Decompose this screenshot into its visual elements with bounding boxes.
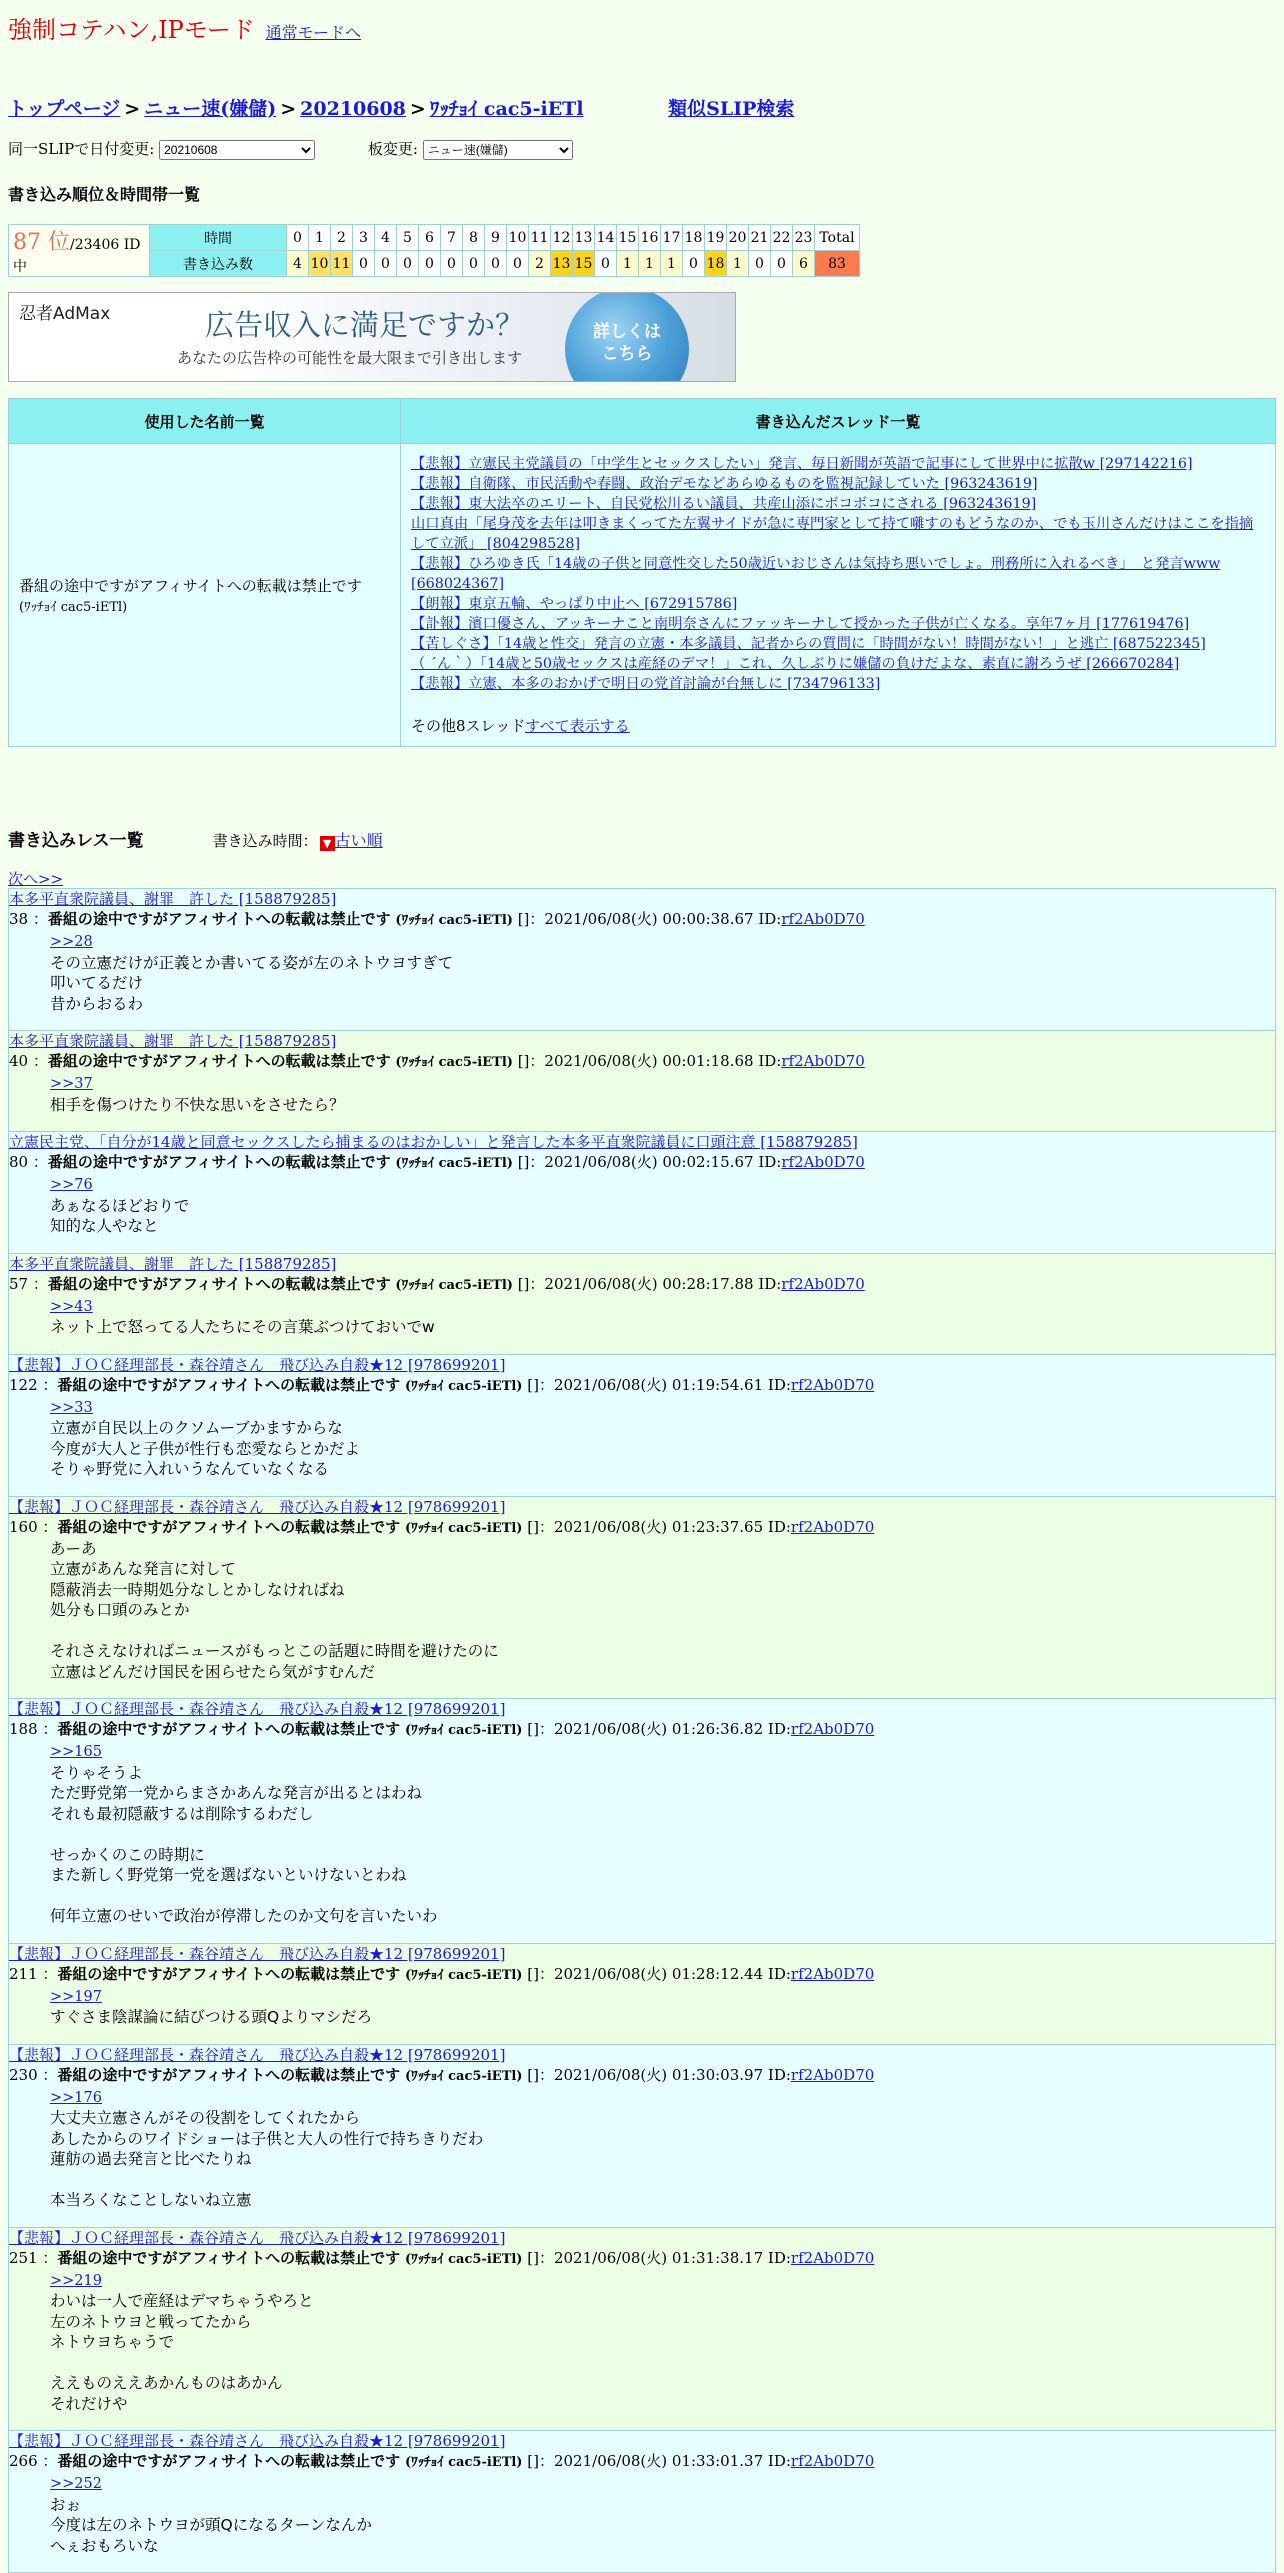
post-id-link[interactable]: rf2Ab0D70 — [781, 1274, 865, 1293]
posts-section-title: 書き込みレス一覧 — [8, 831, 144, 851]
post-thread-link[interactable]: 本多平直衆院議員、謝罪 許した [158879285] — [9, 890, 337, 908]
count-cell: 11 — [331, 251, 353, 277]
mode-header — [8, 10, 361, 45]
post-text-line: また新しく野党第一党を選ばないといけないとわね — [50, 1866, 407, 1884]
post-item — [8, 1030, 1276, 1131]
post-author-name: 番組の途中ですがアフィサイトへの転載は禁止です — [47, 1274, 391, 1293]
post-thread-link[interactable]: 本多平直衆院議員、謝罪 許した [158879285] — [9, 1254, 337, 1273]
total-ids: /23406 ID中 — [13, 237, 141, 275]
count-header: 書き込み数 — [150, 251, 287, 277]
post-text-line: 相手を傷つけたり不快な思いをさせたら？ — [50, 1095, 345, 1114]
post-text-line: そりゃ野党に入れいうなんていなくなる — [50, 1460, 330, 1478]
post-id-link[interactable]: rf2Ab0D70 — [790, 1964, 875, 1983]
post-item — [8, 1943, 1276, 2044]
post-number: 230 — [9, 2065, 38, 2084]
selectors-row — [8, 138, 621, 160]
count-cell: 18 — [705, 251, 727, 277]
post-text-line — [50, 2170, 1275, 2191]
hour-cell: 10 — [507, 225, 529, 251]
thread-link[interactable]: 【悲報】東大法卒のエリート、自民党松川るい議員、共産山添にボコボコにされる [963243619] — [411, 496, 1037, 512]
post-date: 2021/06/08(火) 01:33:01.37 — [553, 2452, 764, 2470]
count-cell: 4 — [287, 251, 309, 277]
post-date: 2021/06/08(火) 00:28:17.88 — [544, 1274, 754, 1293]
post-author-name: 番組の途中ですがアフィサイトへの転載は禁止です — [57, 1517, 401, 1536]
post-text-line: それさえなければニュースがもっとこの話題に時間を避けたのに — [50, 1642, 499, 1660]
reply-anchor-link[interactable]: >>37 — [50, 1076, 93, 1092]
post-meta: 38 ：番組の途中ですがアフィサイトへの転載は禁止です (ﾜｯﾁｮｲ cac5-iETl) []：2021/06/08(火) 00:00:38.67 ID:rf2Ab0D70 — [9, 910, 865, 928]
post-thread-link[interactable]: 【悲報】ＪＯＣ経理部長・森谷靖さん 飛び込み自殺★12 [978699201] — [9, 1355, 506, 1374]
ad-details-label: 詳しくはこちら — [593, 322, 661, 364]
post-text-line: 隠蔽消去一時期処分なしとかしなければね — [50, 1580, 345, 1599]
post-body — [9, 1986, 1275, 2028]
total-count: 83 — [815, 251, 860, 277]
post-text-line: 叩いてるだけ — [50, 974, 144, 992]
reply-anchor-link[interactable]: >>165 — [50, 1744, 102, 1760]
post-item — [8, 2430, 1276, 2573]
thread-link[interactable]: （ ´ん｀）「14歳と50歳セックスは産経のデマ！」これ、久しぶりに嫌儲の負けだよな、素直に謝ろうぜ [266670284] — [411, 656, 1180, 672]
normal-mode-link[interactable]: 通常モードへ — [265, 23, 362, 42]
ad-details-button[interactable] — [565, 292, 689, 382]
post-author-name: 番組の途中ですがアフィサイトへの転載は禁止です — [57, 1375, 401, 1394]
post-date: 2021/06/08(火) 00:01:18.68 — [544, 1052, 754, 1070]
count-cell: 0 — [353, 251, 375, 277]
post-id-label: ID: — [758, 1153, 782, 1171]
names-threads-table — [8, 398, 1276, 747]
hour-cell: 4 — [375, 225, 397, 251]
hour-cell: 11 — [529, 225, 551, 251]
post-body — [9, 2270, 1275, 2415]
post-author-trip: (ﾜｯﾁｮｲ cac5-iETl) — [395, 1277, 513, 1293]
count-cell: 0 — [441, 251, 463, 277]
post-date: 2021/06/08(火) 01:31:38.17 — [553, 2248, 764, 2267]
post-mail: [] — [517, 1052, 530, 1070]
post-text-line: それも最初隠蔽するは削除するわだし — [50, 1804, 314, 1823]
post-text-line — [50, 1621, 1275, 1642]
post-item — [8, 1131, 1276, 1253]
post-date: 2021/06/08(火) 00:02:15.67 — [544, 1153, 754, 1171]
post-meta: 122 ：番組の途中ですがアフィサイトへの転載は禁止です (ﾜｯﾁｮｲ cac5-iETl) []：2021/06/08(火) 01:19:54.61 ID:rf2Ab0D70 — [9, 1375, 875, 1394]
post-item — [8, 2044, 1276, 2227]
post-number: 122 — [9, 1375, 38, 1394]
post-id-link[interactable]: rf2Ab0D70 — [781, 910, 865, 928]
thread-list — [411, 454, 1265, 694]
post-author-name: 番組の途中ですがアフィサイトへの転載は禁止です — [47, 1052, 391, 1070]
posts-list — [8, 888, 1276, 2573]
post-item — [8, 1698, 1276, 1943]
hour-cell: 15 — [617, 225, 639, 251]
rank-value: 87 位 — [13, 230, 70, 255]
post-text-line: ただ野党第一党からまさかあんな発言が出るとはわね — [50, 1784, 423, 1802]
reply-line — [50, 1741, 1275, 1763]
hour-cell: 22 — [771, 225, 793, 251]
reply-anchor-link[interactable]: >>33 — [50, 1399, 93, 1416]
post-id-label: ID: — [767, 2065, 791, 2084]
thread-link[interactable]: 【朗報】東京五輪、やっぱり中止へ [672915786] — [411, 596, 738, 612]
hour-cell: 6 — [419, 225, 441, 251]
rank-cell — [9, 225, 150, 277]
post-text-line: 今度は左のネトウヨが頭Qになるターンなんか — [50, 2516, 372, 2534]
post-id-label: ID: — [758, 1052, 782, 1070]
post-number: 38 — [9, 910, 29, 928]
post-author-trip: (ﾜｯﾁｮｲ cac5-iETl) — [395, 913, 513, 928]
post-id-link[interactable]: rf2Ab0D70 — [790, 2065, 875, 2084]
post-text-line: ネトウヨちゃうで — [50, 2333, 175, 2351]
count-cell: 2 — [529, 251, 551, 277]
more-threads — [411, 716, 1265, 736]
hour-cell: 20 — [727, 225, 749, 251]
count-cell: 0 — [507, 251, 529, 277]
post-id-label: ID: — [758, 910, 782, 928]
post-mail: [] — [517, 1153, 530, 1171]
post-item — [8, 1354, 1276, 1496]
thread-link[interactable]: 【苦しぐさ】「14歳と性交」発言の立憲・本多議員、記者からの質問に「時間がない！時間がない！」と逃亡 [687522345] — [411, 636, 1206, 652]
reply-line — [50, 2270, 1275, 2292]
board-select[interactable] — [423, 140, 573, 160]
similar-slip-search-link[interactable]: 類似SLIP検索 — [668, 98, 795, 120]
reply-line — [50, 1296, 1275, 1318]
time-header: 時間 — [150, 225, 287, 251]
post-author-trip: (ﾜｯﾁｮｲ cac5-iETl) — [404, 2068, 523, 2084]
post-thread-link[interactable]: 【悲報】ＪＯＣ経理部長・森谷靖さん 飛び込み自殺★12 [978699201] — [9, 2228, 506, 2247]
post-author-name: 番組の途中ですがアフィサイトへの転載は禁止です — [57, 2065, 401, 2084]
rank-section-title: 書き込み順位＆時間帯一覧 — [8, 185, 201, 204]
post-text-line: ええものええあかんものはあかん — [50, 2374, 283, 2392]
threads-column-header: 書き込んだスレッド一覧 — [401, 399, 1276, 444]
post-number: 251 — [9, 2248, 38, 2267]
count-cell: 0 — [375, 251, 397, 277]
post-item — [8, 2227, 1276, 2431]
post-text-line: ネット上で怒ってる人たちにその言葉ぶつけておいでw — [50, 1318, 435, 1336]
post-item — [8, 1253, 1276, 1354]
count-cell: 6 — [793, 251, 815, 277]
reply-line — [50, 1073, 1275, 1095]
used-trip: (ﾜｯﾁｮｲ cac5-iETl) — [19, 600, 128, 615]
post-date: 2021/06/08(火) 01:26:36.82 — [553, 1720, 764, 1738]
post-mail: [] — [527, 2065, 539, 2084]
date-select[interactable] — [159, 140, 315, 160]
reply-line — [50, 1174, 1275, 1196]
post-id-link[interactable]: rf2Ab0D70 — [790, 1375, 875, 1394]
post-number: 40 — [9, 1052, 29, 1070]
count-cell: 0 — [683, 251, 705, 277]
post-date: 2021/06/08(火) 00:00:38.67 — [544, 910, 754, 928]
post-number: 160 — [9, 1517, 38, 1536]
count-cell: 0 — [595, 251, 617, 277]
used-name: 番組の途中ですがアフィサイトへの転載は禁止です — [19, 577, 362, 595]
reply-anchor-link[interactable]: >>43 — [50, 1298, 93, 1315]
post-mail: [] — [527, 1517, 539, 1536]
thread-link[interactable]: 【悲報】自衛隊、市民活動や春闘、政治デモなどあらゆるものを監視記録していた [963243619] — [411, 476, 1038, 492]
sort-arrow-icon[interactable]: ▼ — [320, 836, 335, 851]
post-text-line: へぇおもろいな — [50, 2536, 159, 2555]
post-body — [9, 2087, 1275, 2211]
post-author-trip: (ﾜｯﾁｮｲ cac5-iETl) — [404, 1520, 523, 1536]
date-change-label: 同一SLIPで日付変更: — [8, 140, 155, 158]
post-meta: 266 ：番組の途中ですがアフィサイトへの転載は禁止です (ﾜｯﾁｮｲ cac5-iETl) []：2021/06/08(火) 01:33:01.37 ID:rf2Ab0D70 — [9, 2452, 875, 2470]
post-text-line: そりゃそうよ — [50, 1763, 144, 1782]
breadcrumb-separator: > — [409, 98, 426, 120]
post-body — [9, 1741, 1275, 1927]
post-text-line: 昔からおるわ — [50, 994, 144, 1013]
post-item — [8, 888, 1276, 1030]
admax-logo: 忍者AdMax — [19, 304, 111, 324]
post-item — [8, 1496, 1276, 1699]
post-thread-link[interactable]: 立憲民主党、「自分が14歳と同意セックスしたら捕まるのはおかしい」と発言した本多平直衆院議員に口頭注意 [158879285] — [9, 1133, 858, 1151]
post-thread-link[interactable]: 【悲報】ＪＯＣ経理部長・森谷靖さん 飛び込み自殺★12 [978699201] — [9, 1497, 506, 1516]
post-text-line: 蓮舫の過去発言と比べたりね — [50, 2150, 252, 2168]
post-meta: 40 ：番組の途中ですがアフィサイトへの転載は禁止です (ﾜｯﾁｮｲ cac5-iETl) []：2021/06/08(火) 00:01:18.68 ID:rf2Ab0D70 — [9, 1052, 865, 1070]
thread-link[interactable]: 【悲報】ひろゆき氏「14歳の子供と同意性交した50歳近いおじさんは気持ち悪いでしょ。刑務所に入れるべき」 と発言www [668024367] — [411, 556, 1221, 592]
post-date: 2021/06/08(火) 01:30:03.97 — [553, 2065, 764, 2084]
post-thread-link[interactable]: 本多平直衆院議員、謝罪 許した [158879285] — [9, 1032, 337, 1050]
mode-title: 強制コテハン,IPモード — [8, 16, 255, 44]
post-author-trip: (ﾜｯﾁｮｲ cac5-iETl) — [404, 1378, 523, 1394]
hour-cell: 1 — [309, 225, 331, 251]
reply-line — [50, 1397, 1275, 1419]
post-id-label: ID: — [767, 1517, 791, 1536]
post-meta: 80 ：番組の途中ですがアフィサイトへの転載は禁止です (ﾜｯﾁｮｲ cac5-iETl) []：2021/06/08(火) 00:02:15.67 ID:rf2Ab0D70 — [9, 1153, 865, 1171]
ad-subtext: あなたの広告枠の可能性を最大限まで引き出します — [177, 349, 523, 367]
hour-cell: 0 — [287, 225, 309, 251]
post-author-trip: (ﾜｯﾁｮｲ cac5-iETl) — [395, 1156, 513, 1171]
breadcrumb-board[interactable]: ニュー速(嫌儲) — [144, 98, 277, 120]
breadcrumb-separator: > — [124, 98, 141, 120]
post-text-line: 大丈夫立憲さんがその役割をしてくれたから — [50, 2109, 361, 2127]
post-number: 211 — [9, 1964, 38, 1983]
post-body — [9, 1539, 1275, 1683]
post-number: 57 — [9, 1274, 29, 1293]
post-text-line: 立憲が自民以上のクソムーブかますからな — [50, 1419, 343, 1437]
post-text-line: わいは一人で産経はデマちゃうやろと — [50, 2292, 314, 2310]
show-all-threads-link[interactable]: すべて表示する — [524, 717, 630, 735]
post-author-name: 番組の途中ですがアフィサイトへの転載は禁止です — [47, 910, 391, 928]
post-mail: [] — [527, 1720, 539, 1738]
post-text-line: 立憲はどんだけ国民を困らせたら気がすむんだ — [50, 1662, 376, 1681]
reply-line — [50, 1986, 1275, 2008]
breadcrumb-date[interactable]: 20210608 — [300, 98, 406, 120]
post-body — [9, 2473, 1275, 2556]
post-text-line — [50, 1886, 1275, 1907]
post-text-line: すぐさま陰謀論に結びつける頭Qよりマシだろ — [50, 2008, 373, 2026]
post-id-label: ID: — [767, 1375, 791, 1394]
post-author-name: 番組の途中ですがアフィサイトへの転載は禁止です — [57, 2248, 401, 2267]
post-number: 80 — [9, 1153, 29, 1171]
post-thread-link[interactable]: 【悲報】ＪＯＣ経理部長・森谷靖さん 飛び込み自殺★12 [978699201] — [9, 1700, 506, 1718]
post-text-line: あーあ — [50, 1539, 97, 1558]
hour-cell: 23 — [793, 225, 815, 251]
hour-cell: 16 — [639, 225, 661, 251]
post-id-link[interactable]: rf2Ab0D70 — [790, 1517, 875, 1536]
thread-link[interactable]: 【訃報】濱口優さん、アッキーナこと南明奈さんにファッキーナして授かった子供が亡くなる。享年7ヶ月 [177619476] — [411, 616, 1190, 632]
post-text-line: 処分も口頭のみとか — [50, 1601, 190, 1619]
post-meta: 230 ：番組の途中ですがアフィサイトへの転載は禁止です (ﾜｯﾁｮｲ cac5-iETl) []：2021/06/08(火) 01:30:03.97 ID:rf2Ab0D70 — [9, 2065, 875, 2084]
count-cell: 0 — [463, 251, 485, 277]
name-cell — [9, 444, 401, 747]
post-body — [9, 1073, 1275, 1115]
hour-cell: 21 — [749, 225, 771, 251]
count-cell: 0 — [749, 251, 771, 277]
hourly-stats-table — [8, 224, 860, 277]
next-page-link[interactable]: 次へ>> — [8, 870, 64, 888]
post-text-line: 知的な人やなと — [50, 1217, 159, 1235]
board-change-label: 板変更: — [367, 140, 418, 158]
post-id-label: ID: — [767, 1720, 791, 1738]
count-cell: 15 — [573, 251, 595, 277]
thread-link[interactable]: 【悲報】立憲民主党議員の「中学生とセックスしたい」発言、毎日新聞が英語で記事にして世界中に拡散w [297142216] — [411, 456, 1193, 472]
post-body — [9, 931, 1275, 1014]
count-cell: 10 — [309, 251, 331, 277]
reply-anchor-link[interactable]: >>76 — [50, 1177, 93, 1193]
post-author-trip: (ﾜｯﾁｮｲ cac5-iETl) — [404, 2251, 523, 2267]
post-id-link[interactable]: rf2Ab0D70 — [790, 1720, 875, 1738]
post-text-line: 今度が大人と子供が性行も恋愛ならとかだよ — [50, 1439, 361, 1458]
post-mail: [] — [527, 2452, 539, 2470]
write-time-label: 書き込み時間： — [212, 832, 318, 850]
reply-line — [50, 2473, 1275, 2495]
breadcrumb-top[interactable]: トップページ — [8, 98, 121, 120]
ad-banner[interactable] — [8, 292, 736, 382]
post-body — [9, 1174, 1275, 1237]
post-author-name: 番組の途中ですがアフィサイトへの転載は禁止です — [57, 2452, 401, 2470]
post-text-line: 左のネトウヨと戦ってたから — [50, 2312, 252, 2331]
reply-line — [50, 2087, 1275, 2109]
post-meta: 57 ：番組の途中ですがアフィサイトへの転載は禁止です (ﾜｯﾁｮｲ cac5-iETl) []：2021/06/08(火) 00:28:17.88 ID:rf2Ab0D70 — [9, 1274, 865, 1293]
post-thread-link[interactable]: 【悲報】ＪＯＣ経理部長・森谷靖さん 飛び込み自殺★12 [978699201] — [9, 1944, 506, 1963]
names-column-header: 使用した名前一覧 — [9, 399, 401, 444]
threads-cell — [401, 444, 1276, 747]
count-cell: 0 — [771, 251, 793, 277]
post-text-line — [50, 2353, 1275, 2374]
total-header: Total — [815, 225, 860, 251]
post-text-line: 何年立憲のせいで政治が停滞したのか文句を言いたいわ — [50, 1907, 438, 1925]
reply-anchor-link[interactable]: >>197 — [50, 1988, 102, 2005]
count-cell: 1 — [617, 251, 639, 277]
count-cell: 0 — [419, 251, 441, 277]
hour-cell: 12 — [551, 225, 573, 251]
hour-cell: 9 — [485, 225, 507, 251]
count-cell: 13 — [551, 251, 573, 277]
sort-oldest-link[interactable]: 古い順 — [334, 831, 383, 850]
count-cell: 1 — [661, 251, 683, 277]
hour-cell: 17 — [661, 225, 683, 251]
post-mail: [] — [527, 2248, 539, 2267]
post-date: 2021/06/08(火) 01:19:54.61 — [553, 1375, 764, 1394]
post-id-label: ID: — [767, 1964, 791, 1983]
post-author-trip: (ﾜｯﾁｮｲ cac5-iETl) — [395, 1055, 513, 1070]
ad-headline: 広告収入に満足ですか？ — [205, 308, 525, 342]
breadcrumb-slip[interactable]: ﾜｯﾁｮｲ cac5-iETl — [429, 98, 584, 120]
thread-link[interactable]: 山口真由「尾身茂を去年は叩きまくってた左翼サイドが急に専門家として持て囃すのもどうなのか、でも玉川さんだけはここを指摘して立派」 [804298528] — [411, 516, 1254, 552]
post-text-line: 立憲があんな発言に対して — [50, 1560, 237, 1578]
post-id-link[interactable]: rf2Ab0D70 — [790, 2248, 875, 2267]
post-text-line: おぉ — [50, 2495, 82, 2514]
post-author-name: 番組の途中ですがアフィサイトへの転載は禁止です — [57, 1964, 401, 1983]
post-text-line: あぁなるほどおりで — [50, 1196, 190, 1215]
hour-cell: 14 — [595, 225, 617, 251]
post-body — [9, 1397, 1275, 1480]
post-date: 2021/06/08(火) 01:23:37.65 — [553, 1517, 764, 1536]
post-id-link[interactable]: rf2Ab0D70 — [790, 2452, 875, 2470]
count-cell: 0 — [397, 251, 419, 277]
count-cell: 1 — [727, 251, 749, 277]
post-author-name: 番組の途中ですがアフィサイトへの転載は禁止です — [47, 1153, 391, 1171]
post-id-label: ID: — [767, 2248, 791, 2267]
hour-cell: 19 — [705, 225, 727, 251]
posts-header — [8, 826, 383, 851]
post-id-label: ID: — [767, 2452, 791, 2470]
post-author-trip: (ﾜｯﾁｮｲ cac5-iETl) — [404, 1967, 523, 1983]
post-text-line: 本当ろくなことしないね立憲 — [50, 2191, 252, 2209]
hour-cell: 2 — [331, 225, 353, 251]
thread-link[interactable]: 【悲報】立憲、本多のおかげで明日の党首討論が台無しに [734796133] — [411, 676, 881, 692]
hour-cell: 5 — [397, 225, 419, 251]
count-cell: 0 — [485, 251, 507, 277]
post-meta: 211 ：番組の途中ですがアフィサイトへの転載は禁止です (ﾜｯﾁｮｲ cac5-iETl) []：2021/06/08(火) 01:28:12.44 ID:rf2Ab0D70 — [9, 1964, 875, 1983]
post-author-name: 番組の途中ですがアフィサイトへの転載は禁止です — [57, 1720, 401, 1738]
post-id-label: ID: — [758, 1274, 782, 1293]
post-author-trip: (ﾜｯﾁｮｲ cac5-iETl) — [404, 1723, 523, 1738]
reply-anchor-link[interactable]: >>219 — [50, 2272, 102, 2289]
reply-anchor-link[interactable]: >>28 — [50, 934, 93, 950]
post-body — [9, 1296, 1275, 1338]
post-meta: 160 ：番組の途中ですがアフィサイトへの転載は禁止です (ﾜｯﾁｮｲ cac5-iETl) []：2021/06/08(火) 01:23:37.65 ID:rf2Ab0D70 — [9, 1517, 875, 1536]
post-thread-link[interactable]: 【悲報】ＪＯＣ経理部長・森谷靖さん 飛び込み自殺★12 [978699201] — [9, 2432, 506, 2450]
breadcrumb — [8, 94, 794, 121]
post-text-line: あしたからのワイドショーは子供と大人の性行で持ちきりだわ — [50, 2129, 484, 2148]
breadcrumb-separator: > — [280, 98, 297, 120]
post-text-line: その立憲だけが正義とか書いてる姿が左のネトウヨすぎて — [50, 953, 454, 972]
post-text-line: せっかくのこの時期に — [50, 1845, 205, 1864]
post-meta: 188 ：番組の途中ですがアフィサイトへの転載は禁止です (ﾜｯﾁｮｲ cac5-iETl) []：2021/06/08(火) 01:26:36.82 ID:rf2Ab0D70 — [9, 1720, 875, 1738]
hour-cell: 13 — [573, 225, 595, 251]
post-meta: 251 ：番組の途中ですがアフィサイトへの転載は禁止です (ﾜｯﾁｮｲ cac5-iETl) []：2021/06/08(火) 01:31:38.17 ID:rf2Ab0D70 — [9, 2248, 875, 2267]
post-date: 2021/06/08(火) 01:28:12.44 — [553, 1964, 764, 1983]
count-cell: 1 — [639, 251, 661, 277]
more-threads-text: その他8スレッド — [411, 717, 525, 735]
post-text-line — [50, 1824, 1275, 1845]
post-mail: [] — [527, 1964, 539, 1983]
post-number: 188 — [9, 1720, 38, 1738]
reply-anchor-link[interactable]: >>252 — [50, 2476, 102, 2492]
hour-cell: 3 — [353, 225, 375, 251]
reply-line — [50, 931, 1275, 953]
hour-cell: 7 — [441, 225, 463, 251]
post-mail: [] — [517, 910, 530, 928]
post-author-trip: (ﾜｯﾁｮｲ cac5-iETl) — [404, 2455, 523, 2470]
post-number: 266 — [9, 2452, 38, 2470]
post-mail: [] — [527, 1375, 539, 1394]
post-id-link[interactable]: rf2Ab0D70 — [781, 1153, 865, 1171]
hour-cell: 18 — [683, 225, 705, 251]
post-thread-link[interactable]: 【悲報】ＪＯＣ経理部長・森谷靖さん 飛び込み自殺★12 [978699201] — [9, 2045, 506, 2064]
post-id-link[interactable]: rf2Ab0D70 — [781, 1052, 865, 1070]
post-text-line: それだけや — [50, 2394, 128, 2413]
reply-anchor-link[interactable]: >>176 — [50, 2089, 102, 2106]
post-mail: [] — [517, 1274, 530, 1293]
hour-cell: 8 — [463, 225, 485, 251]
